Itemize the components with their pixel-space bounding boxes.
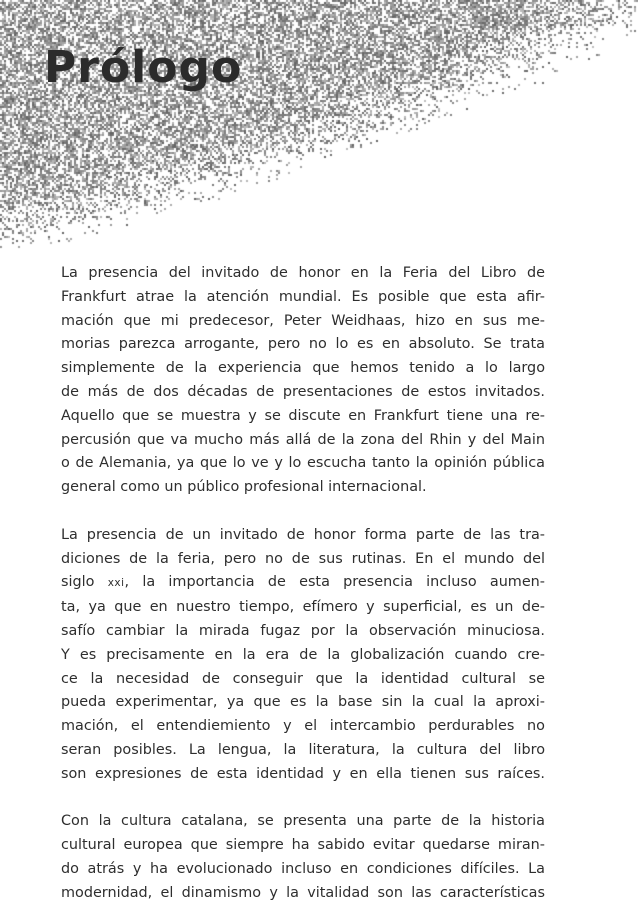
- text-line: Con la cultura catalana, se presenta una parte de la historia: [61, 813, 545, 830]
- text-line: pueda experimentar, ya que es la base sin la cual la aproxi-: [61, 694, 545, 711]
- page-title: Prólogo: [44, 42, 243, 93]
- text-line: seran posibles. La lengua, la literatura, la cultura del libro: [61, 741, 545, 758]
- text-line: general como un público profesional internacional.: [61, 479, 427, 496]
- body-text: [61, 262, 545, 906]
- text-line: cultural europea que siempre ha sabido evitar quedarse miran-: [61, 837, 545, 854]
- text-line: percusión que va mucho más allá de la zona del Rhin y del Main: [61, 431, 545, 448]
- text-line: Frankfurt atrae la atención mundial. Es posible que esta afir-: [61, 288, 545, 305]
- text-line: o de Alemania, ya que lo ve y lo escucha tanto la opinión pública: [61, 455, 545, 472]
- century-prefix: siglo: [61, 574, 108, 591]
- paragraph-3: [61, 810, 545, 905]
- text-line: ce la necesidad de conseguir que la identidad cultural se: [61, 670, 545, 687]
- text-line: La presencia del invitado de honor en la Feria del Libro de: [61, 265, 545, 281]
- text-line: mación, el entendiemiento y el intercambio perdurables no: [61, 718, 545, 735]
- text-line: son expresiones de esta identidad y en ella tienen sus raíces.: [61, 765, 545, 782]
- text-line: diciones de la feria, pero no de sus rutinas. En el mundo del: [61, 550, 545, 567]
- century-rest: , la importancia de esta presencia incluso aumen-: [124, 574, 545, 591]
- text-line: Y es precisamente en la era de la globalización cuando cre-: [61, 646, 545, 663]
- text-line: Aquello que se muestra y se discute en Frankfurt tiene una re-: [61, 407, 545, 424]
- text-line: morias parezca arrogante, pero no lo es en absoluto. Se trata: [61, 336, 545, 353]
- text-line: de más de dos décadas de presentaciones de estos invitados.: [61, 383, 545, 400]
- text-line: modernidad, el dinamismo y la vitalidad son las características: [61, 884, 545, 901]
- paragraph-1: [61, 262, 545, 500]
- text-line: safío cambiar la mirada fugaz por la observación minuciosa.: [61, 622, 545, 639]
- century-numeral: xxi: [107, 577, 125, 590]
- text-line: do atrás y ha evolucionado incluso en condiciones difíciles. La: [61, 860, 545, 877]
- text-line: ta, ya que en nuestro tiempo, efímero y superficial, es un de-: [61, 599, 545, 616]
- text-line: simplemente de la experiencia que hemos tenido a lo largo: [61, 360, 545, 377]
- text-line-century: [61, 571, 545, 596]
- text-line: La presencia de un invitado de honor forma parte de las tra-: [61, 526, 545, 543]
- text-line: mación que mi predecesor, Peter Weidhaas, hizo en sus me-: [61, 312, 545, 329]
- paragraph-2: [61, 524, 545, 787]
